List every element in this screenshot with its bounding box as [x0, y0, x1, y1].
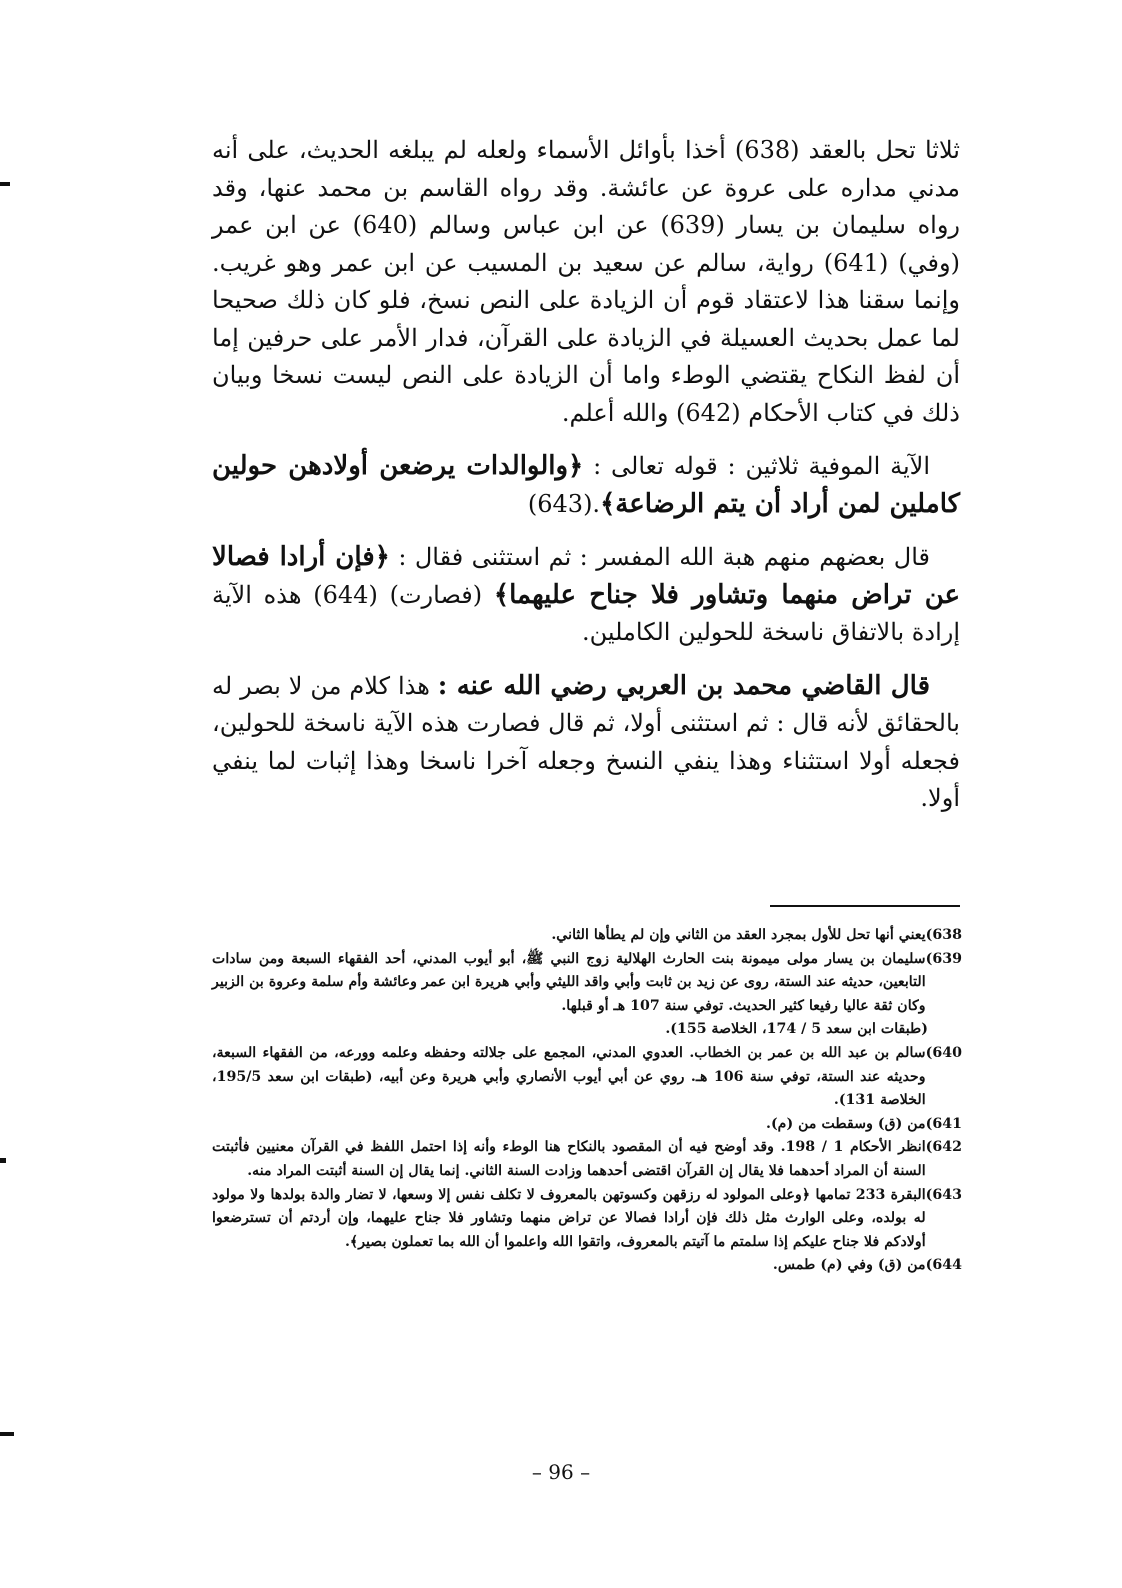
footnotes [212, 924, 962, 1278]
paragraph-4-lead: قال القاضي محمد بن العربي رضي الله عنه : [437, 670, 931, 701]
footnote-639-source [212, 1018, 962, 1042]
main-text [212, 132, 960, 834]
quran-verse-2: ﴿فإن أرادا فصالا عن تراض منهما وتشاور فلا جناح عليهما﴾ [212, 542, 960, 610]
quran-verse-1: ﴿والوالدات يرضعن أولادهن حولين كاملين لمن أراد أن يتم الرضاعة﴾ [212, 451, 960, 519]
footnote-number [928, 1018, 962, 1042]
footnote-number: 639) [925, 950, 962, 967]
footnote-text: سالم بن عبد الله بن عمر بن الخطاب. العدوي المدني، المجمع على جلالته وحفظه وعلمه وورعه، من الفقهاء السبعة، وحديثه عند الستة، توفي سنة 106 هـ. روي عن أبي أيوب الأنصاري وأبي هريرة وعن أبيه، (طبقات ابن سعد 195/5، الخلاصة 131). [212, 1044, 926, 1109]
footnote-642 [212, 1136, 962, 1183]
footnote-text: يعني أنها تحل للأول بمجرد العقد من الثاني وإن لم يطأها الثاني. [551, 927, 926, 943]
footnote-640 [212, 1042, 962, 1113]
footnote-number: 644) [925, 1257, 962, 1274]
footnote-text: البقرة 233 تمامها ﴿وعلى المولود له رزقهن وكسوتهن بالمعروف لا تكلف نفس إلا وسعها، لا تضار والدة بولدها ولا مولود له بولده، وعلى الوارث مثل ذلك فإن أرادا فصالا عن تراض منهما وتشاور فلا جناح عليهما، وإن أردتم أن تسترضعوا أولادكم فلا جناح عليكم إذا سلمتم ما آتيتم بالمعروف، واتقوا الله واعلموا أن الله بما تعملون بصير﴾. [212, 1186, 926, 1250]
scan-mark-middle [0, 1158, 6, 1163]
footnote-text: سليمان بن يسار مولى ميمونة بنت الحارث الهلالية زوج النبي ﷺ، أبو أيوب المدني، أحد الفقهاء السبعة ومن سادات التابعين، حديثه عند الستة، روى عن زيد بن ثابت وأبي واقد الليثي وأبي هريرة ابن عمر وعائشة وأم سلمة وعروة بن الزبير وكان ثقة عاليا رفيعا كثير الحديث. توفي سنة 107 هـ أو قبلها. [212, 950, 926, 1014]
footnote-number: 643) [925, 1186, 962, 1203]
footnote-641 [212, 1113, 962, 1137]
paragraph-3-tail: (فصارت) (644) هذه الآية إرادة بالاتفاق ناسخة للحولين الكاملين. [212, 580, 960, 646]
footnote-text: انظر الأحكام 1 / 198. وقد أوضح فيه أن المقصود بالنكاح هنا الوطء وأنه إذا احتمل اللفظ في القرآن معنيين فأثبتت السنة أن المراد أحدهما فلا يقال إن القرآن اقتضى أحدهما وزادت السنة الثاني. إنما يقال إن السنة أثبتت المراد منه. [212, 1139, 926, 1179]
footnote-number: 642) [925, 1139, 962, 1156]
paragraph-3-lead: قال بعضهم منهم هبة الله المفسر : ثم استثنى فقال : [389, 543, 931, 571]
footnote-text: من (ق) وسقطت من (م). [766, 1115, 926, 1132]
footnote-number: 638) [925, 927, 962, 943]
scan-mark-top [0, 182, 10, 186]
footnote-text: من (ق) وفي (م) طمس. [772, 1257, 926, 1274]
paragraph-2-lead: الآية الموفية ثلاثين : قوله تعالى : [583, 452, 930, 480]
footnote-number: 640) [925, 1044, 962, 1061]
footnote-639 [212, 948, 962, 1019]
paragraph-1: ثلاثا تحل بالعقد (638) أخذا بأوائل الأسماء ولعله لم يبلغه الحديث، على أنه مدني مداره على عروة عن عائشة. وقد رواه القاسم بن محمد عنها، وقد رواه سليمان بن يسار (639) عن ابن عباس وسالم (640) عن ابن عمر (وفي) (641) رواية، سالم عن سعيد بن المسيب عن ابن عمر وهو غريب. وإنما سقنا هذا لاعتقاد قوم أن الزيادة على النص نسخ، فلو كان ذلك صحيحا لما عمل بحديث العسيلة في الزيادة على القرآن، فدار الأمر على حرفين إما أن لفظ النكاح يقتضي الوطء واما أن الزيادة على النص ليست نسخا وبيان ذلك في كتاب الأحكام (642) والله أعلم. [212, 136, 960, 427]
footnote-643 [212, 1184, 962, 1255]
footnote-number: 641) [925, 1115, 962, 1132]
footnote-644 [212, 1254, 962, 1278]
footnote-638 [212, 924, 962, 948]
paragraph-3 [212, 539, 960, 652]
paragraph-4 [212, 668, 960, 818]
paragraph-2-tail: .(643) [527, 489, 601, 518]
paragraph-4-tail: هذا كلام من لا بصر له بالحقائق لأنه قال : ثم استثنى أولا، ثم قال فصارت هذه الآية ناسخة للحولين، فجعله أولا استثناء وهذا ينفي النسخ وجعله آخرا ناسخا وهذا إثبات لما ينفي أولا. [212, 671, 960, 812]
page-number: – 96 – [531, 1460, 591, 1484]
scan-mark-bottom [0, 1432, 14, 1436]
paragraph-2 [212, 448, 960, 523]
footnote-divider [770, 905, 960, 907]
footnote-text: (طبقات ابن سعد 5 / 174، الخلاصة 155). [665, 1021, 928, 1038]
